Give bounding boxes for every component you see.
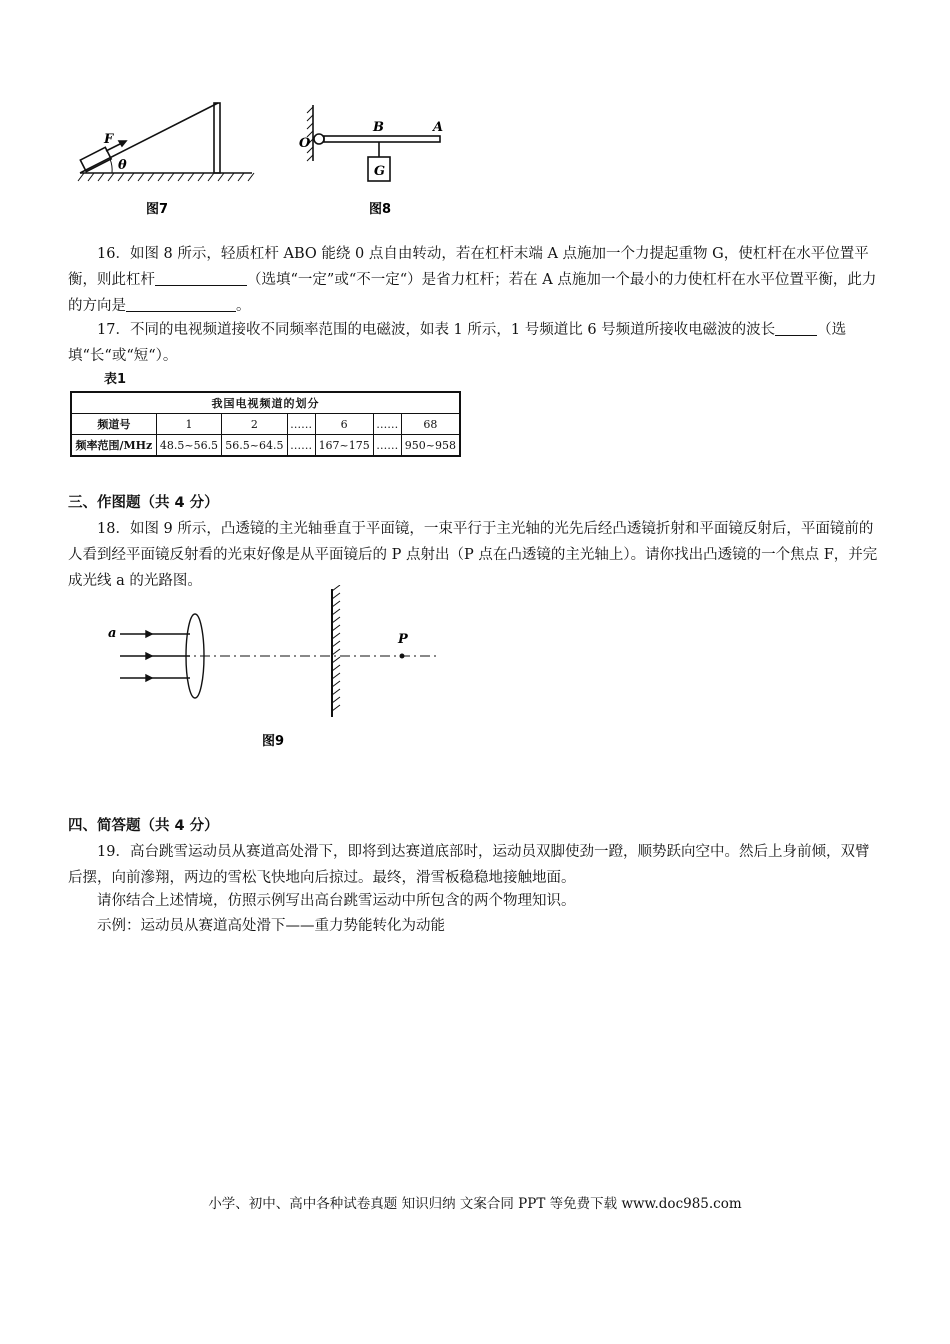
figure-8-label: 图8 <box>369 202 392 217</box>
page-footer: 小学、初中、高中各种试卷真题 知识归纳 文案合同 PPT 等免费下载 www.doc985.com <box>208 1196 742 1212</box>
question-17 <box>68 317 883 369</box>
question-19: 19．高台跳雪运动员从赛道高处滑下，即将到达赛道底部时，运动员双脚使劲一蹬，顺势跃向空中。然后上身前倾，双臂后摆，向前滲翔，两边的雪松飞快地向后掠过。最终，滑雪板稳稳地接触地面。 <box>68 844 870 886</box>
table-cell: 68 <box>401 414 460 435</box>
table-cell: …… <box>287 435 315 457</box>
table-title-row <box>71 392 460 414</box>
table-cell: 频率范围/MHz <box>71 435 156 457</box>
tv-channel-table <box>70 391 461 457</box>
question-16 <box>68 241 883 319</box>
table-cell: …… <box>373 414 401 435</box>
figure-7-diagram <box>70 95 260 225</box>
section-3-heading: 三、作图题（共 4 分） <box>68 495 219 511</box>
table-cell: 6 <box>315 414 373 435</box>
table-cell: 1 <box>156 414 221 435</box>
weight-g-label: G <box>374 164 386 179</box>
table-row <box>71 435 460 457</box>
figure-7-label: 图7 <box>146 202 169 217</box>
point-b-label: B <box>373 120 384 135</box>
q16-text-1: 16．如图 8 所示，轻质杠杆 ABO 能绕 0 点自由转动，若在杠杆末端 A 点施加一个力提起重物 G，使杠杆在水平位置平衡，则此杠杆 <box>68 246 869 288</box>
angle-label: θ <box>118 158 127 173</box>
q17-text-1: 17．不同的电视频道接收不同频率范围的电磁波，如表 1 所示，1 号频道比 6 号频道所接收电磁波的波长 <box>97 322 776 338</box>
table-1-label: 表1 <box>104 372 127 387</box>
table-cell: 56.5~64.5 <box>222 435 287 457</box>
q17-answer-blank[interactable] <box>775 319 817 336</box>
q16-text-3: 。 <box>236 298 251 314</box>
figure-8-diagram <box>295 95 455 225</box>
pivot-o-label: O <box>299 136 311 151</box>
q16-answer-blank-1[interactable] <box>155 269 247 286</box>
q17-text-2: （选填“长“或“短“）。 <box>68 322 847 364</box>
table-title: 我国电视频道的划分 <box>71 392 460 414</box>
table-header-row <box>71 414 460 435</box>
point-a-label: A <box>433 120 444 135</box>
table-cell: 167~175 <box>315 435 373 457</box>
q19-instruction: 请你结合上述情境，仿照示例写出高台跳雪运动中所包含的两个物理知识。 <box>97 893 576 909</box>
q16-text-2: （选填“一定”或“不一定“）是省力杠杆；若在 A 点施加一个最小的力使杠杆在水平位置平衡，此力的方向是 <box>68 272 877 314</box>
ray-a-label: a <box>108 626 117 641</box>
table-cell: 48.5~56.5 <box>156 435 221 457</box>
table-cell: 950~958 <box>401 435 460 457</box>
table-cell: …… <box>373 435 401 457</box>
point-p-label: P <box>398 632 408 647</box>
section-4-heading: 四、简答题（共 4 分） <box>68 818 219 834</box>
q16-answer-blank-2[interactable] <box>126 295 236 312</box>
figure-9-diagram <box>100 585 450 755</box>
q19-example: 示例：运动员从赛道高处滑下——重力势能转化为动能 <box>97 918 445 934</box>
question-18: 18．如图 9 所示，凸透镜的主光轴垂直于平面镜，一束平行于主光轴的光先后经凸透镜折射和平面镜反射后，平面镜前的人看到经平面镜反射看的光束好像是从平面镜后的 P 点射出（P 点在凸透镜的主光轴上）。请你找出凸透镜的一个焦点 F，并完成光线 a 的光路图。 <box>68 521 878 589</box>
force-label: F <box>104 132 114 147</box>
table-cell: …… <box>287 414 315 435</box>
table-cell: 频道号 <box>71 414 156 435</box>
table-cell: 2 <box>222 414 287 435</box>
figure-9-label: 图9 <box>262 734 285 749</box>
